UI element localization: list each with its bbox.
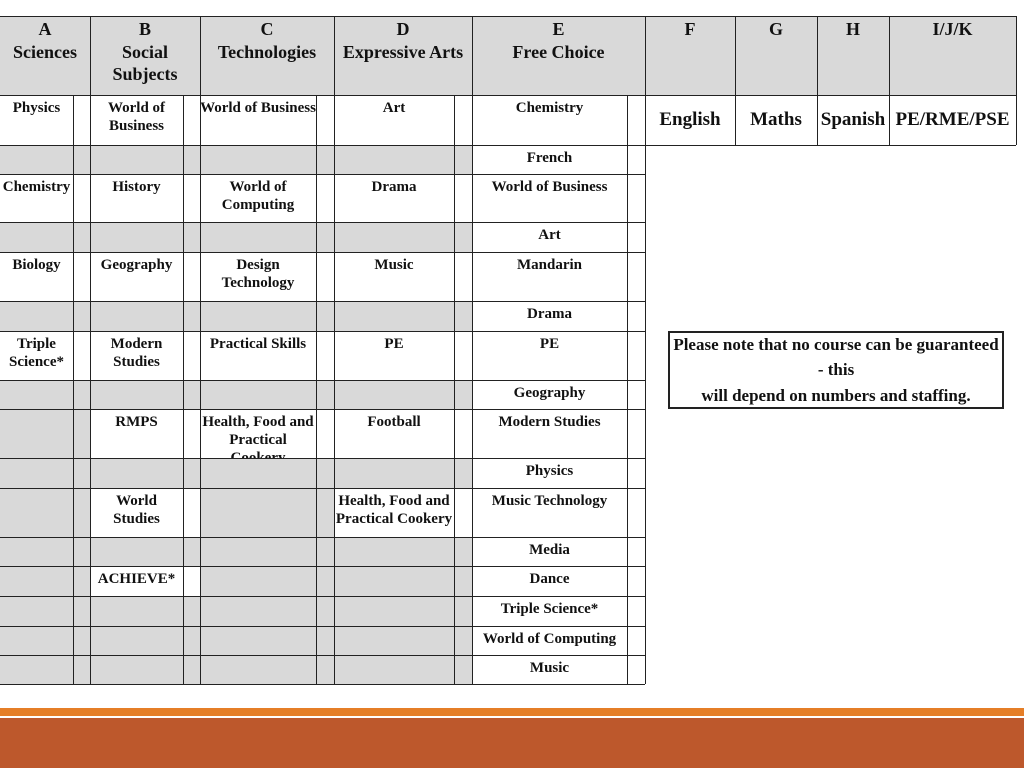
free-choice-modern-studies-text: Modern Studies (498, 414, 601, 430)
guarantee-note-line-1: Please note that no course can be guaranteed - this (673, 334, 999, 380)
social-subject-geography-text: Geography (100, 257, 173, 273)
header-expressive-arts-text: D (396, 19, 410, 39)
header-f-text: F (684, 19, 696, 39)
free-choice-triple-science-text: Triple Science* (500, 601, 599, 617)
social-subject-rmps-text: RMPS (115, 414, 158, 430)
guarantee-note (668, 331, 1004, 409)
header-free-choice-text: Free Choice (512, 41, 605, 62)
footer-bar (0, 718, 1024, 768)
tech-subject-world-of-computing-text: World of (229, 179, 287, 195)
core-subject-g: Maths (750, 108, 802, 130)
guarantee-note-line-2: will depend on numbers and staffing. (701, 385, 971, 405)
arts-subject-health-food-and-practical-cookery-text: Practical Cookery (335, 511, 453, 527)
header-ijk-text: I/J/K (932, 19, 973, 39)
header-technologies-text: Technologies (217, 41, 317, 62)
free-choice-world-of-computing-text: World of Computing (482, 631, 617, 647)
arts-subject-pe-text: PE (384, 336, 404, 352)
tech-subject-practical-skills-text: Practical Skills (209, 336, 307, 352)
tech-subject-design-technology-text: Technology (221, 275, 295, 291)
header-social-subjects-text: B (138, 19, 151, 39)
core-subject-h: Spanish (820, 108, 886, 130)
free-choice-music-text: Music (529, 660, 570, 676)
free-choice-geography-text: Geography (513, 385, 586, 401)
header-expressive-arts-text: Expressive Arts (342, 41, 464, 62)
social-subject-world-studies-text: World (116, 493, 157, 509)
free-choice-drama-text: Drama (527, 306, 572, 322)
core-subject-ijk: PE/RME/PSE (895, 108, 1010, 130)
social-subject-history-text: History (112, 179, 161, 195)
sciences-subject-triple-science-text: Triple (17, 336, 56, 352)
social-subject-modern-studies-text: Modern (110, 336, 163, 352)
arts-subject-art-text: Art (382, 100, 406, 116)
footer-accent-line (0, 708, 1024, 716)
free-choice-media-text: Media (529, 542, 570, 558)
arts-subject-music-text: Music (374, 257, 414, 273)
arts-subject-football-text: Football (367, 414, 421, 430)
header-sciences-text: Sciences (13, 41, 77, 62)
header-sciences-text: A (38, 19, 52, 39)
arts-subject-drama-text: Drama (371, 179, 417, 195)
social-subject-world-of-business-text: Business (108, 118, 165, 134)
free-choice-physics-text: Physics (525, 463, 574, 479)
tech-subject-world-of-business-text: World of Business (200, 100, 316, 116)
header-technologies-text: C (260, 19, 274, 39)
tech-subject-health-food-and-practical-cookery-text: Practical (229, 432, 287, 448)
social-subject-modern-studies-text: Studies (113, 354, 160, 370)
header-social-subjects-text: Subjects (112, 64, 178, 84)
tech-subject-world-of-computing-text: Computing (221, 197, 295, 213)
free-choice-music-technology-text: Music Technology (491, 493, 608, 509)
free-choice-art-text: Art (538, 227, 561, 243)
header-g-text: G (768, 19, 783, 39)
free-choice-world-of-business-text: World of Business (491, 179, 608, 195)
free-choice-french-text: French (526, 150, 573, 166)
social-subject-world-studies-text: Studies (113, 511, 160, 527)
free-choice-mandarin-text: Mandarin (516, 257, 582, 273)
sciences-subject-biology-text: Biology (12, 257, 61, 273)
tech-subject-health-food-and-practical-cookery-text: Health, Food and (202, 414, 314, 430)
free-choice-chemistry-text: Chemistry (515, 100, 584, 116)
tech-subject-design-technology-text: Design (236, 257, 280, 273)
arts-subject-health-food-and-practical-cookery-text: Health, Food and (338, 493, 450, 509)
header-social-subjects-text: Social (121, 41, 168, 62)
free-choice-pe-text: PE (539, 336, 560, 352)
social-subject-world-of-business-text: World of (107, 100, 166, 116)
core-subject-f: English (659, 108, 721, 130)
social-subject-achieve-text: ACHIEVE* (97, 571, 176, 587)
sciences-subject-triple-science-text: Science* (9, 354, 64, 370)
free-choice-dance-text: Dance (529, 571, 570, 587)
sciences-subject-chemistry-text: Chemistry (2, 179, 71, 195)
header-free-choice-text: E (552, 19, 565, 39)
header-h-text: H (845, 19, 860, 39)
sciences-subject-physics-text: Physics (12, 100, 61, 116)
